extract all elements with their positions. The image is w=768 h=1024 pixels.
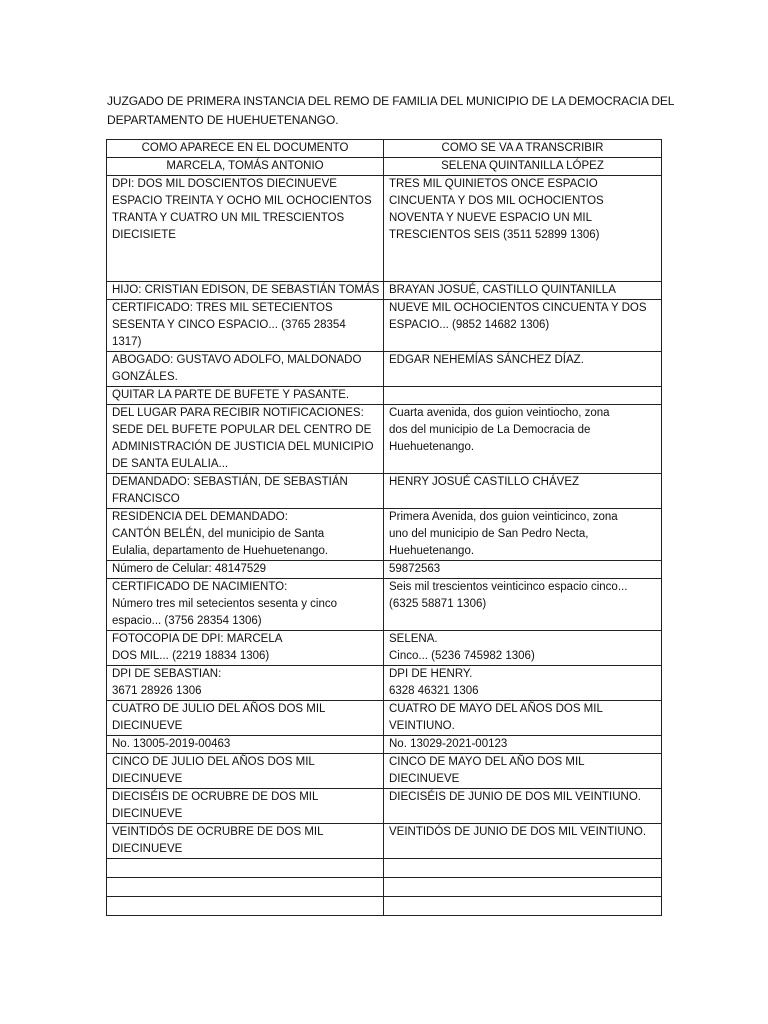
original-value-cell [107, 859, 384, 878]
transcribed-value-cell [384, 176, 662, 282]
transcribed-value-cell [384, 701, 662, 736]
cell-text-line: SELENA QUINTANILLA LÓPEZ [441, 160, 604, 172]
table-row [107, 878, 662, 897]
table-row [107, 736, 662, 754]
table-row [107, 509, 662, 561]
table-row [107, 176, 662, 282]
cell-text-line: DEL LUGAR PARA RECIBIR NOTIFICACIONES: [112, 407, 364, 419]
cell-text-line: DPI DE SEBASTIAN: [112, 668, 222, 680]
original-value-cell [107, 352, 384, 387]
cell-text-line: HIJO: CRISTIAN EDISON, DE SEBASTIÁN TOMÁS [112, 284, 380, 296]
table-row [107, 158, 662, 176]
correction-table-body [107, 140, 662, 916]
original-value-cell [107, 579, 384, 631]
table-row [107, 897, 662, 916]
table-row [107, 300, 662, 352]
cell-text-line: DIECINUEVE [112, 808, 183, 820]
original-value-cell [107, 282, 384, 300]
original-value-cell [107, 387, 384, 405]
table-row [107, 561, 662, 579]
cell-text-line: VEINTIUNO. [389, 720, 455, 732]
cell-text-line: FRANCISCO [112, 493, 180, 505]
original-value-cell [107, 158, 384, 176]
transcribed-value-cell [384, 824, 662, 859]
table-row [107, 579, 662, 631]
original-value-cell [107, 736, 384, 754]
cell-text-line: ESPACIO TREINTA Y OCHO MIL OCHOCIENTOS [112, 195, 372, 207]
cell-text-line: DPI: DOS MIL DOSCIENTOS DIECINUEVE [112, 178, 337, 190]
cell-text-line: Eulalia, departamento de Huehuetenango. [112, 545, 329, 557]
table-row [107, 666, 662, 701]
cell-text-line: CINCUENTA Y DOS MIL OCHOCIENTOS [389, 195, 604, 207]
table-row [107, 282, 662, 300]
cell-text-line: ESPACIO... (9852 14682 1306) [389, 319, 550, 331]
transcribed-value-cell [384, 561, 662, 579]
correction-table [106, 139, 662, 916]
table-row [107, 631, 662, 666]
cell-text-line: COMO APARECE EN EL DOCUMENTO [141, 142, 349, 154]
original-value-cell [107, 561, 384, 579]
transcribed-value-cell [384, 666, 662, 701]
cell-text-line: QUITAR LA PARTE DE BUFETE Y PASANTE. [112, 389, 350, 401]
cell-text-line: CINCO DE MAYO DEL AÑO DOS MIL [389, 756, 585, 768]
original-value-cell [107, 754, 384, 789]
original-value-cell [107, 405, 384, 474]
transcribed-value-cell [384, 405, 662, 474]
cell-text-line: (6325 58871 1306) [389, 598, 487, 610]
cell-text-line: DPI DE HENRY. [389, 668, 473, 680]
cell-text-line: DIECINUEVE [112, 843, 183, 855]
cell-text-line: Cinco... (5236 745982 1306) [389, 650, 535, 662]
transcribed-value-cell [384, 579, 662, 631]
cell-text-line: CUATRO DE MAYO DEL AÑOS DOS MIL [389, 703, 603, 715]
table-row [107, 754, 662, 789]
cell-text-line: No. 13029-2021-00123 [389, 738, 508, 750]
original-value-cell [107, 176, 384, 282]
transcribed-value-cell [384, 474, 662, 509]
cell-text-line: Seis mil trescientos veinticinco espacio cinco... [389, 581, 628, 593]
transcribed-value-cell [384, 789, 662, 824]
cell-text-line: DIECISÉIS DE JUNIO DE DOS MIL VEINTIUNO. [389, 791, 641, 803]
transcribed-value-cell [384, 878, 662, 897]
cell-text-line: COMO SE VA A TRANSCRIBIR [441, 142, 604, 154]
cell-text-line: DIECINUEVE [389, 773, 460, 785]
cell-text-line: SESENTA Y CINCO ESPACIO... (3765 28354 [112, 319, 346, 331]
cell-text-line: Número tres mil setecientos sesenta y cinco [112, 598, 337, 610]
cell-text-line: NOVENTA Y NUEVE ESPACIO UN MIL [389, 212, 593, 224]
table-row [107, 824, 662, 859]
cell-text-line: SEDE DEL BUFETE POPULAR DEL CENTRO DE [112, 424, 372, 436]
original-value-cell [107, 701, 384, 736]
cell-text-line: CANTÓN BELÉN, del municipio de Santa [112, 528, 325, 540]
original-value-cell [107, 509, 384, 561]
cell-text-line: Número de Celular: 48147529 [112, 563, 267, 575]
cell-text-line: Cuarta avenida, dos guion veintiocho, zona [389, 407, 610, 419]
original-value-cell [107, 474, 384, 509]
cell-text-line: BRAYAN JOSUÉ, CASTILLO QUINTANILLA [389, 284, 616, 296]
original-value-cell [107, 140, 384, 158]
cell-text-line: DIECINUEVE [112, 773, 183, 785]
heading-line-2: DEPARTAMENTO DE HUEHUETENANGO. [107, 113, 339, 127]
document-heading [107, 92, 675, 130]
cell-text-line: HENRY JOSUÉ CASTILLO CHÁVEZ [389, 476, 580, 488]
original-value-cell [107, 878, 384, 897]
transcribed-value-cell [384, 352, 662, 387]
transcribed-value-cell [384, 387, 662, 405]
table-row [107, 474, 662, 509]
cell-text-line: TRANTA Y CUATRO UN MIL TRESCIENTOS [112, 212, 345, 224]
cell-text-line: RESIDENCIA DEL DEMANDADO: [112, 511, 288, 523]
cell-text-line: ABOGADO: GUSTAVO ADOLFO, MALDONADO [112, 354, 362, 366]
cell-text-line: 6328 46321 1306 [389, 685, 479, 697]
transcribed-value-cell [384, 859, 662, 878]
transcribed-value-cell [384, 158, 662, 176]
cell-text-line: DEMANDADO: SEBASTIÁN, DE SEBASTIÁN [112, 476, 348, 488]
cell-text-line: SELENA. [389, 633, 438, 645]
table-row [107, 405, 662, 474]
cell-text-line: DIECINUEVE [112, 720, 183, 732]
cell-text-line: VEINTIDÓS DE OCRUBRE DE DOS MIL [112, 826, 324, 838]
table-row [107, 387, 662, 405]
cell-text-line: Huehuetenango. [389, 545, 475, 557]
original-value-cell [107, 300, 384, 352]
cell-text-line: CUATRO DE JULIO DEL AÑOS DOS MIL [112, 703, 326, 715]
transcribed-value-cell [384, 509, 662, 561]
cell-text-line: No. 13005-2019-00463 [112, 738, 231, 750]
transcribed-value-cell [384, 736, 662, 754]
original-value-cell [107, 631, 384, 666]
cell-text-line: Primera Avenida, dos guion veinticinco, zona [389, 511, 618, 523]
table-row [107, 140, 662, 158]
cell-text-line: NUEVE MIL OCHOCIENTOS CINCUENTA Y DOS [389, 302, 647, 314]
cell-text-line: 1317) [112, 336, 142, 348]
cell-text-line: TRESCIENTOS SEIS (3511 52899 1306) [389, 229, 600, 241]
cell-text-line: 59872563 [389, 563, 441, 575]
cell-text-line: TRES MIL QUINIETOS ONCE ESPACIO [389, 178, 598, 190]
cell-text-line: EDGAR NEHEMÍAS SÁNCHEZ DÍAZ. [389, 354, 584, 366]
transcribed-value-cell [384, 897, 662, 916]
table-row [107, 859, 662, 878]
cell-text-line: DE SANTA EULALIA... [112, 458, 229, 470]
cell-text-line: DIECISIETE [112, 229, 176, 241]
table-row [107, 701, 662, 736]
cell-text-line: CERTIFICADO DE NACIMIENTO: [112, 581, 288, 593]
transcribed-value-cell [384, 754, 662, 789]
transcribed-value-cell [384, 300, 662, 352]
cell-text-line: CINCO DE JULIO DEL AÑOS DOS MIL [112, 756, 315, 768]
cell-text-line: uno del municipio de San Pedro Necta, [389, 528, 589, 540]
cell-text-line: ADMINISTRACIÓN DE JUSTICIA DEL MUNICIPIO [112, 441, 374, 453]
cell-text-line: VEINTIDÓS DE JUNIO DE DOS MIL VEINTIUNO. [389, 826, 647, 838]
cell-text-line: MARCELA, TOMÁS ANTONIO [166, 160, 324, 172]
cell-text-line: DIECISÉIS DE OCRUBRE DE DOS MIL [112, 791, 319, 803]
transcribed-value-cell [384, 631, 662, 666]
cell-text-line: 3671 28926 1306 [112, 685, 202, 697]
original-value-cell [107, 897, 384, 916]
cell-text-line: FOTOCOPIA DE DPI: MARCELA [112, 633, 283, 645]
original-value-cell [107, 789, 384, 824]
cell-text-line: CERTIFICADO: TRES MIL SETECIENTOS [112, 302, 333, 314]
original-value-cell [107, 824, 384, 859]
table-row [107, 789, 662, 824]
transcribed-value-cell [384, 140, 662, 158]
cell-text-line: dos del municipio de La Democracia de [389, 424, 591, 436]
cell-text-line: espacio... (3756 28354 1306) [112, 615, 262, 627]
heading-line-1: JUZGADO DE PRIMERA INSTANCIA DEL REMO DE FAMILIA DEL MUNICIPIO DE LA DEMOCRACIA DEL [107, 94, 675, 108]
transcribed-value-cell [384, 282, 662, 300]
original-value-cell [107, 666, 384, 701]
cell-text-line: DOS MIL... (2219 18834 1306) [112, 650, 270, 662]
cell-text-line: Huehuetenango. [389, 441, 475, 453]
table-row [107, 352, 662, 387]
cell-text-line: GONZÁLES. [112, 371, 178, 383]
